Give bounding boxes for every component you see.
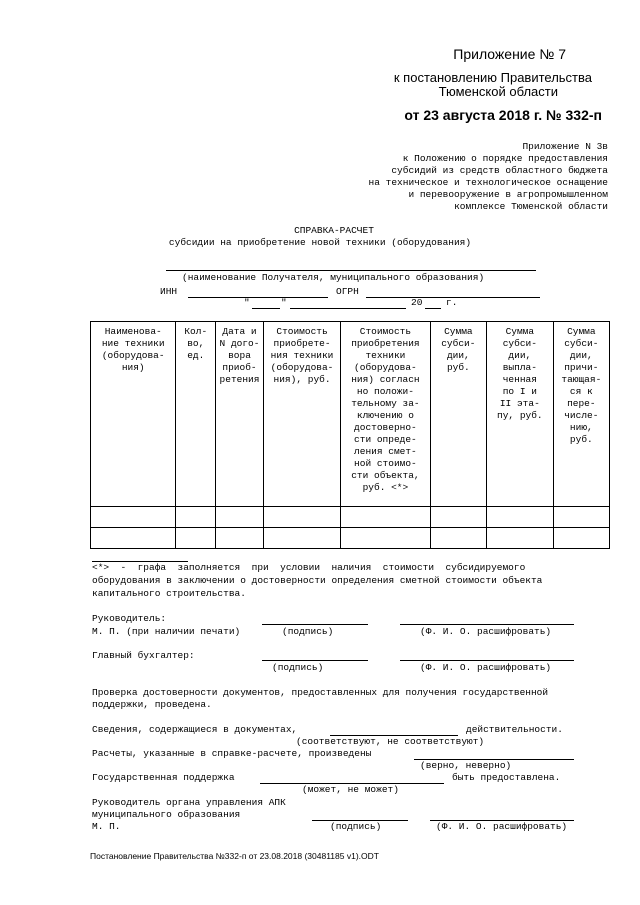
appendix-line-6: комплексе Тюменской области bbox=[454, 201, 608, 212]
appendix-line-4: на техническое и технологическое оснащение bbox=[368, 177, 608, 188]
support-prefix: Государственная поддержка bbox=[92, 772, 235, 783]
ogrn-label: ОГРН bbox=[336, 286, 359, 297]
head-fio-field bbox=[400, 624, 574, 625]
table-header-row bbox=[91, 322, 610, 507]
table-row bbox=[91, 507, 610, 528]
document-subtitle: субсидии на приобретение новой техники (оборудования) bbox=[168, 237, 472, 248]
footnote-line-1: <*> - графа заполняется при условии наличия стоимости субсидируемого bbox=[92, 562, 526, 573]
header-appendix-number: Приложение № 7 bbox=[453, 46, 566, 62]
info-suffix: действительности. bbox=[466, 724, 563, 735]
column-header-paid-subsidy: Сумма субси- дии, выпла- ченная по I и II эта- пу, руб. bbox=[486, 322, 553, 507]
subsidy-table bbox=[90, 321, 610, 549]
table-cell[interactable] bbox=[553, 507, 609, 528]
recipient-caption: (наименование Получателя, муниципального образования) bbox=[182, 272, 485, 283]
apk-stamp-label: М. П. bbox=[92, 821, 121, 832]
calc-caption: (верно, неверно) bbox=[420, 760, 512, 771]
appendix-line-3: субсидий из средств областного бюджета bbox=[391, 165, 608, 176]
table-cell[interactable] bbox=[486, 528, 553, 549]
header-decree-date: от 23 августа 2018 г. № 332-п bbox=[404, 107, 602, 123]
table-row bbox=[91, 528, 610, 549]
apk-head-line-2: муниципального образования bbox=[92, 809, 241, 820]
footnote-line-3: капитального строительства. bbox=[92, 588, 246, 599]
table-cell[interactable] bbox=[263, 528, 340, 549]
table-cell[interactable] bbox=[176, 507, 216, 528]
info-caption: (соответствуют, не соответствуют) bbox=[296, 736, 485, 747]
fio-caption: (Ф. И. О. расшифровать) bbox=[420, 662, 552, 673]
column-header-quantity: Кол- во, ед. bbox=[176, 322, 216, 507]
date-year-field bbox=[425, 308, 441, 309]
signature-caption: (подпись) bbox=[282, 626, 334, 637]
date-year-suffix: г. bbox=[446, 297, 458, 308]
table-cell[interactable] bbox=[176, 528, 216, 549]
table-cell[interactable] bbox=[91, 528, 176, 549]
apk-head-line-1: Руководитель органа управления АПК bbox=[92, 797, 286, 808]
column-header-contract-date: Дата и N дого- вора приоб- ретения bbox=[216, 322, 264, 507]
accountant-label: Главный бухгалтер: bbox=[92, 650, 195, 661]
accountant-signature-field bbox=[262, 660, 368, 661]
accountant-fio-field bbox=[400, 660, 574, 661]
calc-prefix: Расчеты, указанные в справке-расчете, произведены bbox=[92, 748, 372, 759]
inn-label: ИНН bbox=[160, 286, 178, 297]
table-cell[interactable] bbox=[553, 528, 609, 549]
table-cell[interactable] bbox=[430, 507, 486, 528]
table-cell[interactable] bbox=[263, 507, 340, 528]
document-footer: Постановление Правительства №332-п от 23.08.2018 (30481185 v1).ODT bbox=[90, 851, 379, 861]
header-region-line: Тюменской области bbox=[438, 84, 558, 99]
appendix-line-1: Приложение N 3в bbox=[522, 141, 608, 152]
table-cell[interactable] bbox=[486, 507, 553, 528]
support-suffix: быть предоставлена. bbox=[452, 772, 561, 783]
stamp-label: М. П. (при наличии печати) bbox=[92, 626, 241, 637]
column-header-verified-cost: Стоимость приобретения техники (оборудова- ния) согласн но положи- тельному за- ключению о достоверно- сти опреде- ления смет- ной стоимо- сти объекта, руб. <*> bbox=[341, 322, 431, 507]
table-cell[interactable] bbox=[216, 507, 264, 528]
head-signature-field bbox=[262, 624, 368, 625]
column-header-subsidy-sum: Сумма субси- дии, руб. bbox=[430, 322, 486, 507]
table-cell[interactable] bbox=[430, 528, 486, 549]
column-header-due-subsidy: Сумма субси- дии, причи- тающая- ся к пере- числе- нию, руб. bbox=[553, 322, 609, 507]
recipient-name-line bbox=[166, 270, 536, 271]
date-quote-open: " bbox=[244, 297, 250, 308]
document-title: СПРАВКА-РАСЧЕТ bbox=[294, 225, 374, 236]
verification-line-1: Проверка достоверности документов, предоставленных для получения государственной bbox=[92, 687, 549, 698]
fio-caption: (Ф. И. О. расшифровать) bbox=[420, 626, 552, 637]
appendix-line-5: и перевооружение в агропромышленном bbox=[408, 189, 608, 200]
column-header-purchase-cost: Стоимость приобрете- ния техники (оборудова- ния), руб. bbox=[263, 322, 340, 507]
table-cell[interactable] bbox=[91, 507, 176, 528]
date-month-field bbox=[290, 308, 406, 309]
table-cell[interactable] bbox=[216, 528, 264, 549]
date-quote-close: " bbox=[281, 297, 287, 308]
header-decree-line: к постановлению Правительства bbox=[393, 70, 592, 85]
verification-line-2: поддержки, проведена. bbox=[92, 699, 212, 710]
column-header-equipment-name: Наименова- ние техники (оборудова- ния) bbox=[91, 322, 176, 507]
info-prefix: Сведения, содержащиеся в документах, bbox=[92, 724, 298, 735]
date-year-prefix: 20 bbox=[411, 297, 423, 308]
appendix-line-2: к Положению о порядке предоставления bbox=[402, 153, 608, 164]
table-cell[interactable] bbox=[341, 528, 431, 549]
fio-caption: (Ф. И. О. расшифровать) bbox=[436, 821, 568, 832]
head-label: Руководитель: bbox=[92, 613, 167, 624]
signature-caption: (подпись) bbox=[330, 821, 382, 832]
signature-caption: (подпись) bbox=[272, 662, 324, 673]
footnote-line-2: оборудования в заключении о достоверности определения сметной стоимости объекта bbox=[92, 575, 543, 586]
table-cell[interactable] bbox=[341, 507, 431, 528]
support-caption: (может, не может) bbox=[302, 784, 399, 795]
inn-field bbox=[188, 297, 328, 298]
date-day-field bbox=[252, 308, 280, 309]
